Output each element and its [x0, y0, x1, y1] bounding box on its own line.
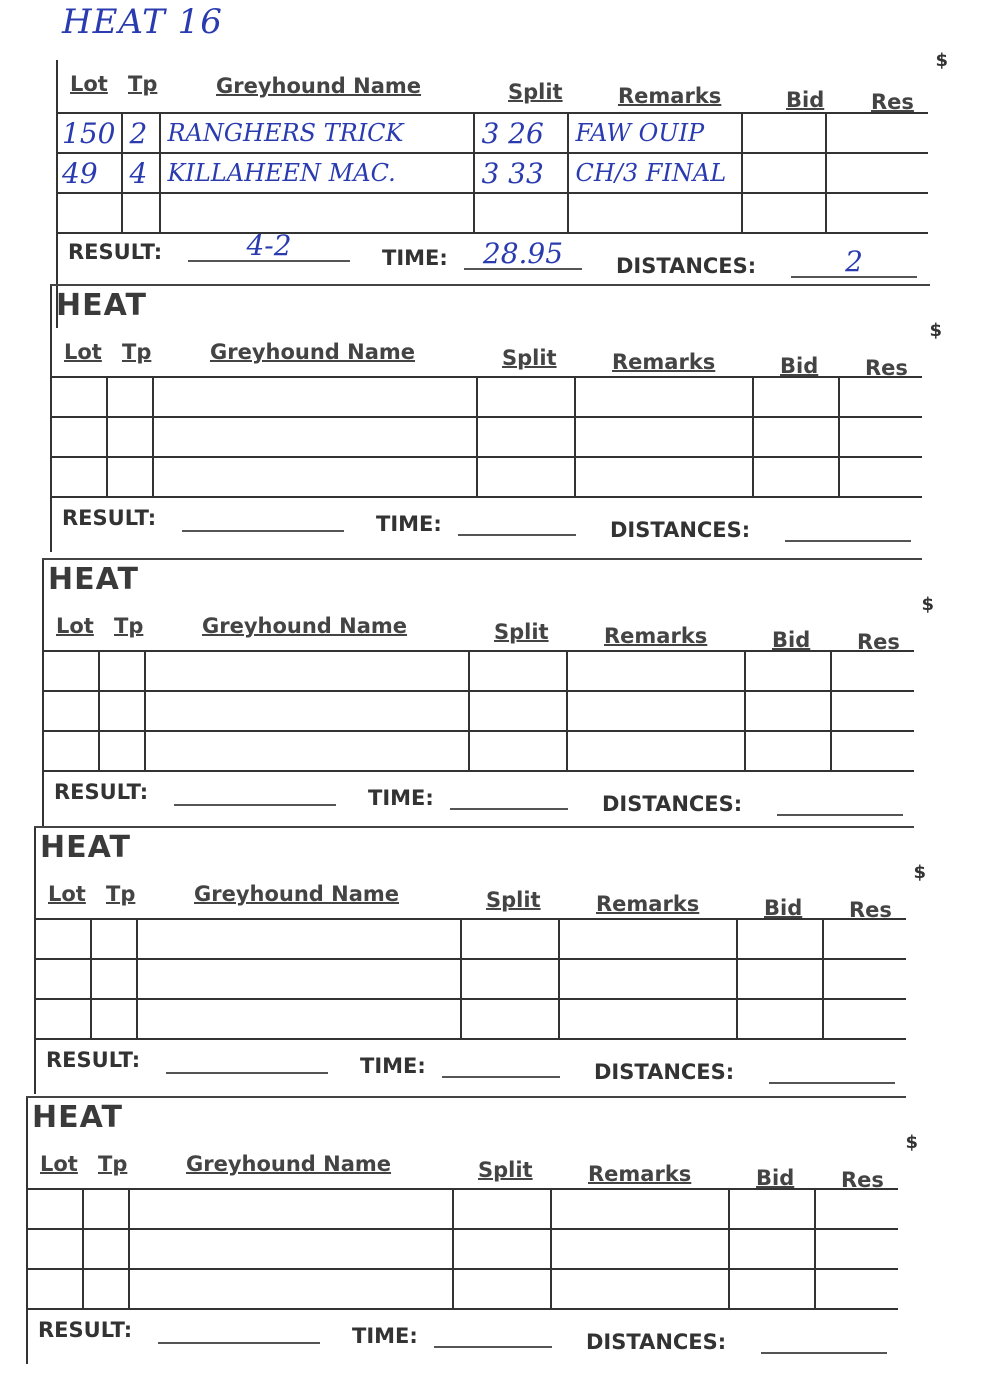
distances-label: DISTANCES: — [586, 1330, 727, 1354]
tp-cell — [99, 691, 145, 731]
header-remarks: Remarks — [604, 624, 708, 648]
bid-cell — [745, 731, 831, 771]
heat-block-4 — [34, 826, 926, 1094]
distances-label: DISTANCES: — [602, 792, 743, 816]
name-cell — [137, 919, 461, 959]
res-cell — [831, 651, 914, 691]
header-greyhound-name: Greyhound Name — [186, 1152, 392, 1176]
bid-cell — [742, 193, 826, 233]
res-cell — [823, 999, 906, 1039]
lot-cell — [50, 417, 107, 457]
tp-cell: 4 — [122, 153, 160, 193]
entries-table — [34, 918, 906, 1040]
remarks-cell: FAW OUIP — [568, 113, 742, 153]
time-label: TIME: — [382, 246, 448, 270]
time-value — [450, 780, 568, 810]
name-cell — [153, 417, 477, 457]
split-cell — [461, 999, 559, 1039]
distances-value: 2 — [791, 248, 917, 278]
name-cell — [129, 1269, 453, 1309]
table-row — [26, 1229, 898, 1269]
remarks-cell — [559, 919, 737, 959]
remarks-cell — [568, 193, 742, 233]
distances-label: DISTANCES: — [594, 1060, 735, 1084]
result-value — [174, 776, 336, 806]
table-row — [34, 999, 906, 1039]
currency-mark: $ — [913, 862, 926, 883]
header-tp: Tp — [122, 340, 152, 364]
lot-cell: 49 — [56, 153, 122, 193]
time-label: TIME: — [376, 512, 442, 536]
header-remarks: Remarks — [618, 84, 722, 108]
time-value — [434, 1318, 552, 1348]
bid-cell — [729, 1269, 815, 1309]
bid-cell — [729, 1189, 815, 1229]
remarks-cell — [551, 1229, 729, 1269]
remarks-cell — [575, 377, 753, 417]
split-cell — [469, 651, 567, 691]
header-res: Res — [857, 630, 900, 654]
split-cell — [461, 919, 559, 959]
name-cell — [145, 651, 469, 691]
name-cell — [160, 193, 474, 233]
bid-cell — [737, 959, 823, 999]
header-lot: Lot — [64, 340, 102, 364]
currency-mark: $ — [921, 594, 934, 615]
header-tp: Tp — [114, 614, 144, 638]
bid-cell — [753, 377, 839, 417]
page-title: HEAT 16 — [62, 2, 223, 42]
split-cell — [477, 417, 575, 457]
split-cell — [469, 731, 567, 771]
name-cell: KILLAHEEN MAC. — [160, 153, 474, 193]
result-label: RESULT: — [62, 506, 157, 530]
bid-cell — [745, 651, 831, 691]
header-res: Res — [841, 1168, 884, 1192]
bid-cell — [737, 999, 823, 1039]
table-row — [34, 959, 906, 999]
table-row — [26, 1269, 898, 1309]
tp-cell — [99, 651, 145, 691]
header-greyhound-name: Greyhound Name — [194, 882, 400, 906]
res-cell — [815, 1269, 898, 1309]
heat-label: HEAT — [56, 288, 147, 323]
lot-cell — [42, 691, 99, 731]
tp-cell — [107, 417, 153, 457]
currency-mark: $ — [905, 1132, 918, 1153]
tp-cell: 2 — [122, 113, 160, 153]
res-cell — [815, 1189, 898, 1229]
lot-cell — [34, 919, 91, 959]
split-cell — [477, 457, 575, 497]
table-row — [50, 457, 922, 497]
split-cell: 3 26 — [474, 113, 568, 153]
split-cell — [453, 1269, 551, 1309]
result-label: RESULT: — [46, 1048, 141, 1072]
split-cell — [474, 193, 568, 233]
currency-mark: $ — [935, 50, 948, 71]
bid-cell — [729, 1229, 815, 1269]
remarks-cell — [567, 691, 745, 731]
bid-cell — [753, 457, 839, 497]
result-value: 4-2 — [188, 232, 350, 262]
remarks-cell — [575, 417, 753, 457]
res-cell — [823, 919, 906, 959]
distances-label: DISTANCES: — [616, 254, 757, 278]
split-cell — [461, 959, 559, 999]
lot-cell — [26, 1189, 83, 1229]
split-cell — [453, 1189, 551, 1229]
header-bid: Bid — [786, 88, 825, 112]
res-cell — [839, 457, 922, 497]
header-split: Split — [478, 1158, 533, 1182]
tp-cell — [107, 377, 153, 417]
remarks-cell — [551, 1269, 729, 1309]
table-row — [56, 193, 928, 233]
header-bid: Bid — [756, 1166, 795, 1190]
name-cell — [129, 1229, 453, 1269]
time-value — [442, 1048, 560, 1078]
lot-cell — [56, 193, 122, 233]
name-cell — [153, 457, 477, 497]
header-remarks: Remarks — [588, 1162, 692, 1186]
table-row — [56, 153, 928, 193]
header-split: Split — [486, 888, 541, 912]
header-res: Res — [871, 90, 914, 114]
res-cell — [839, 377, 922, 417]
result-label: RESULT: — [68, 240, 163, 264]
lot-cell — [50, 377, 107, 417]
header-tp: Tp — [128, 72, 158, 96]
time-label: TIME: — [368, 786, 434, 810]
res-cell — [823, 959, 906, 999]
remarks-cell — [559, 959, 737, 999]
bid-cell — [753, 417, 839, 457]
tp-cell — [99, 731, 145, 771]
header-bid: Bid — [772, 628, 811, 652]
tp-cell — [83, 1189, 129, 1229]
name-cell — [145, 731, 469, 771]
lot-cell: 150 — [56, 113, 122, 153]
table-row — [42, 731, 914, 771]
lot-cell — [26, 1229, 83, 1269]
table-row — [26, 1189, 898, 1229]
currency-mark: $ — [929, 320, 942, 341]
header-split: Split — [508, 80, 563, 104]
table-row — [56, 113, 928, 153]
remarks-cell — [567, 651, 745, 691]
remarks-cell: CH/3 FINAL — [568, 153, 742, 193]
remarks-cell — [567, 731, 745, 771]
entries-table — [56, 112, 928, 234]
res-cell — [826, 193, 928, 233]
tp-cell — [91, 999, 137, 1039]
heat-label: HEAT — [40, 830, 131, 865]
time-label: TIME: — [360, 1054, 426, 1078]
res-cell — [831, 731, 914, 771]
name-cell — [145, 691, 469, 731]
result-label: RESULT: — [54, 780, 149, 804]
time-label: TIME: — [352, 1324, 418, 1348]
table-row — [34, 919, 906, 959]
entries-table — [50, 376, 922, 498]
header-lot: Lot — [40, 1152, 78, 1176]
result-value — [182, 502, 344, 532]
header-lot: Lot — [48, 882, 86, 906]
res-cell — [831, 691, 914, 731]
name-cell — [137, 959, 461, 999]
res-cell — [815, 1229, 898, 1269]
name-cell: RANGHERS TRICK — [160, 113, 474, 153]
lot-cell — [42, 651, 99, 691]
header-greyhound-name: Greyhound Name — [216, 74, 422, 98]
header-split: Split — [494, 620, 549, 644]
header-res: Res — [849, 898, 892, 922]
heat-block-5 — [26, 1096, 918, 1364]
header-res: Res — [865, 356, 908, 380]
tp-cell — [83, 1269, 129, 1309]
split-cell — [477, 377, 575, 417]
header-greyhound-name: Greyhound Name — [210, 340, 416, 364]
header-bid: Bid — [764, 896, 803, 920]
remarks-cell — [559, 999, 737, 1039]
table-row — [42, 691, 914, 731]
tp-cell — [91, 959, 137, 999]
distances-label: DISTANCES: — [610, 518, 751, 542]
result-label: RESULT: — [38, 1318, 133, 1342]
res-cell — [826, 153, 928, 193]
lot-cell — [50, 457, 107, 497]
distances-value — [761, 1324, 887, 1354]
header-lot: Lot — [56, 614, 94, 638]
heat-label: HEAT — [32, 1100, 123, 1135]
heat-label: HEAT — [48, 562, 139, 597]
tp-cell — [122, 193, 160, 233]
header-tp: Tp — [98, 1152, 128, 1176]
time-value: 28.95 — [464, 240, 582, 270]
header-greyhound-name: Greyhound Name — [202, 614, 408, 638]
tp-cell — [107, 457, 153, 497]
table-row — [42, 651, 914, 691]
table-row — [50, 377, 922, 417]
split-cell: 3 33 — [474, 153, 568, 193]
split-cell — [469, 691, 567, 731]
res-cell — [839, 417, 922, 457]
heat-block-2 — [50, 284, 942, 552]
header-split: Split — [502, 346, 557, 370]
table-row — [50, 417, 922, 457]
distances-value — [785, 512, 911, 542]
heat-block-3 — [42, 558, 934, 826]
header-bid: Bid — [780, 354, 819, 378]
res-cell — [826, 113, 928, 153]
header-tp: Tp — [106, 882, 136, 906]
entries-table — [26, 1188, 898, 1310]
remarks-cell — [551, 1189, 729, 1229]
result-value — [166, 1044, 328, 1074]
lot-cell — [42, 731, 99, 771]
lot-cell — [34, 999, 91, 1039]
remarks-cell — [575, 457, 753, 497]
distances-value — [769, 1054, 895, 1084]
bid-cell — [737, 919, 823, 959]
bid-cell — [745, 691, 831, 731]
result-value — [158, 1314, 320, 1344]
time-value — [458, 506, 576, 536]
lot-cell — [34, 959, 91, 999]
header-remarks: Remarks — [612, 350, 716, 374]
distances-value — [777, 786, 903, 816]
bid-cell — [742, 153, 826, 193]
header-remarks: Remarks — [596, 892, 700, 916]
header-lot: Lot — [70, 72, 108, 96]
name-cell — [129, 1189, 453, 1229]
split-cell — [453, 1229, 551, 1269]
name-cell — [137, 999, 461, 1039]
tp-cell — [91, 919, 137, 959]
entries-table — [42, 650, 914, 772]
lot-cell — [26, 1269, 83, 1309]
tp-cell — [83, 1229, 129, 1269]
bid-cell — [742, 113, 826, 153]
name-cell — [153, 377, 477, 417]
